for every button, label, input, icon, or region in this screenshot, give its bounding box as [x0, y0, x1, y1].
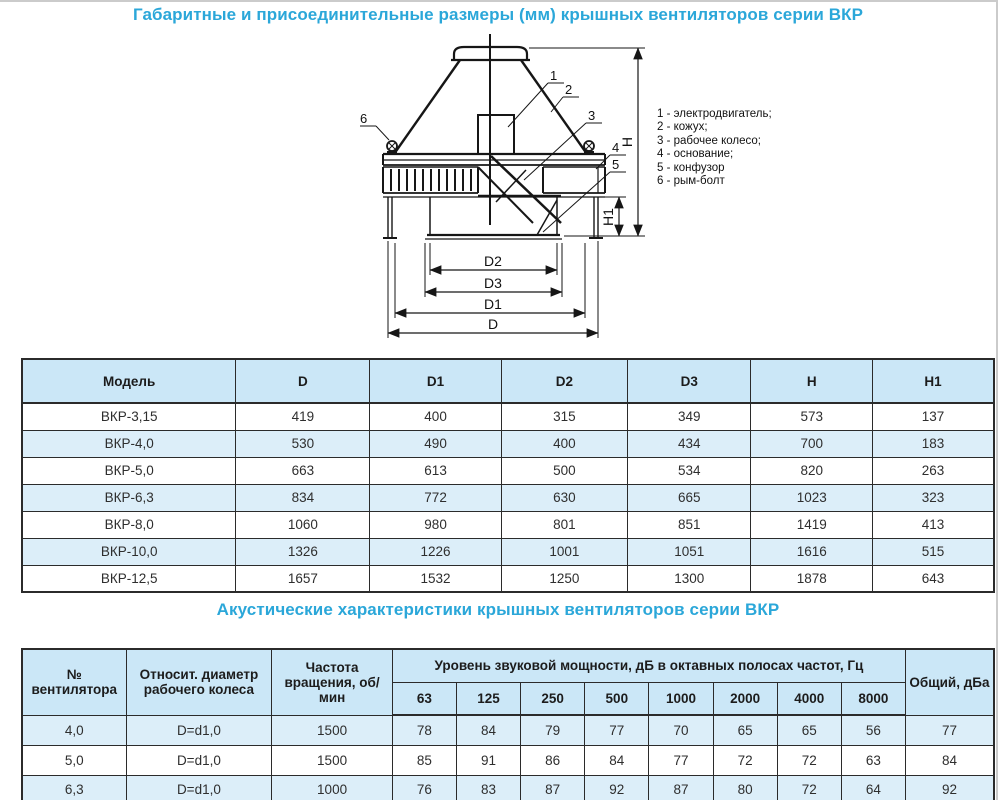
diagram-legend [657, 108, 772, 188]
legend-item: 3 - рабочее колесо; [657, 134, 761, 147]
table-cell: 56 [841, 715, 905, 745]
table-cell: 86 [521, 745, 585, 775]
table-cell: 76 [392, 775, 456, 800]
table-row [22, 457, 994, 484]
table-cell: 87 [521, 775, 585, 800]
header-cell: Модель [22, 359, 236, 403]
table-cell: ВКР-10,0 [22, 538, 236, 565]
table-cell: 665 [628, 484, 751, 511]
legend-item: 5 - конфузор [657, 161, 725, 174]
table-cell: 1001 [501, 538, 627, 565]
table-cell: 84 [585, 745, 649, 775]
table-cell: 78 [392, 715, 456, 745]
table-row [22, 538, 994, 565]
table-cell: 1500 [272, 715, 393, 745]
eye-bolt-left [387, 141, 397, 155]
table-cell: 84 [905, 745, 994, 775]
table-cell: 400 [370, 403, 501, 430]
header-cell: H [751, 359, 873, 403]
table-cell: 534 [628, 457, 751, 484]
dimensions-table-body [22, 403, 994, 592]
callout-6: 6 [360, 111, 368, 126]
table-cell: 63 [841, 745, 905, 775]
table-cell: 77 [585, 715, 649, 745]
table-cell: 80 [713, 775, 777, 800]
header-cell: D3 [628, 359, 751, 403]
callout-3: 3 [588, 108, 596, 123]
table-cell: ВКР-5,0 [22, 457, 236, 484]
table-cell: 77 [905, 715, 994, 745]
table-cell: 630 [501, 484, 627, 511]
header-cell: 125 [456, 682, 520, 715]
table-row [22, 430, 994, 457]
table-cell: 92 [905, 775, 994, 800]
table-cell: 530 [236, 430, 370, 457]
table-cell: 72 [777, 775, 841, 800]
table-cell: 1878 [751, 565, 873, 592]
table-cell: 64 [841, 775, 905, 800]
table-cell: 500 [501, 457, 627, 484]
table-cell: 72 [713, 745, 777, 775]
dim-label-h1: H1 [600, 208, 616, 226]
table-cell: 1326 [236, 538, 370, 565]
table-cell: 79 [521, 715, 585, 745]
table-cell: 700 [751, 430, 873, 457]
table-row [22, 403, 994, 430]
header-fan-number: № вентилятора [22, 649, 126, 715]
table-cell: 1000 [272, 775, 393, 800]
legend-item: 6 - рым-болт [657, 175, 725, 188]
motor-box [478, 115, 514, 154]
table-cell: 419 [236, 403, 370, 430]
header-cell: H1 [872, 359, 994, 403]
fan-technical-drawing [328, 30, 668, 352]
dim-label-d: D [487, 316, 499, 332]
table-cell: 4,0 [22, 715, 126, 745]
table-row [22, 715, 994, 745]
dim-label-d3: D3 [484, 275, 502, 291]
header-cell: 4000 [777, 682, 841, 715]
header-cell: 1000 [649, 682, 713, 715]
table-cell: ВКР-6,3 [22, 484, 236, 511]
table-cell: D=d1,0 [126, 715, 272, 745]
dim-label-h: H [619, 136, 635, 148]
table-cell: 1500 [272, 745, 393, 775]
table-cell: 1226 [370, 538, 501, 565]
header-total-dba: Общий, дБа [905, 649, 994, 715]
acoustics-table [21, 648, 995, 800]
table-cell: 77 [649, 745, 713, 775]
table-cell: 434 [628, 430, 751, 457]
table-cell: 834 [236, 484, 370, 511]
base-louvers [383, 167, 478, 193]
callout-2: 2 [565, 82, 573, 97]
header-cell: 63 [392, 682, 456, 715]
table-row [22, 745, 994, 775]
table-cell: 1419 [751, 511, 873, 538]
table-cell: 1300 [628, 565, 751, 592]
table-cell: 323 [872, 484, 994, 511]
header-cell: 250 [521, 682, 585, 715]
acoustics-table-header [22, 649, 994, 715]
table-row [22, 775, 994, 800]
table-cell: 87 [649, 775, 713, 800]
table-cell: 573 [751, 403, 873, 430]
dim-label-d1: D1 [484, 296, 502, 312]
table-cell: 515 [872, 538, 994, 565]
legend-item: 2 - кожух; [657, 121, 708, 134]
table-cell: 663 [236, 457, 370, 484]
table-cell: 1532 [370, 565, 501, 592]
table-cell: 643 [872, 565, 994, 592]
table-cell: ВКР-4,0 [22, 430, 236, 457]
callout-1: 1 [550, 68, 558, 83]
table-cell: 91 [456, 745, 520, 775]
base-right-section [543, 167, 605, 193]
table-cell: 92 [585, 775, 649, 800]
table-cell: 413 [872, 511, 994, 538]
legend-item: 1 - электродвигатель; [657, 108, 772, 120]
dimensions-table [21, 358, 995, 593]
table-cell: 801 [501, 511, 627, 538]
header-cell: 8000 [841, 682, 905, 715]
header-cell: D1 [370, 359, 501, 403]
table-cell: 5,0 [22, 745, 126, 775]
table-cell: 72 [777, 745, 841, 775]
table-row [22, 565, 994, 592]
table-cell: 65 [713, 715, 777, 745]
table-cell: ВКР-3,15 [22, 403, 236, 430]
header-sound-power: Уровень звуковой мощности, дБ в октавных полосах частот, Гц [392, 649, 905, 682]
table-cell: 183 [872, 430, 994, 457]
header-cell: D [236, 359, 370, 403]
page-title-dimensions: Габаритные и присоединительные размеры (мм) крышных вентиляторов серии ВКР [132, 5, 864, 24]
header-rotation-speed: Частота вращения, об/мин [272, 649, 393, 715]
table-cell: 400 [501, 430, 627, 457]
eye-bolt-right [584, 141, 594, 155]
callout-5: 5 [612, 157, 620, 172]
table-cell: 1657 [236, 565, 370, 592]
acoustics-table-body [22, 715, 994, 800]
header-cell: 500 [585, 682, 649, 715]
table-cell: 70 [649, 715, 713, 745]
table-cell: 980 [370, 511, 501, 538]
dim-label-d2: D2 [484, 253, 502, 269]
table-cell: 1250 [501, 565, 627, 592]
table-cell: D=d1,0 [126, 745, 272, 775]
table-cell: 349 [628, 403, 751, 430]
table-cell: 772 [370, 484, 501, 511]
support-legs [383, 197, 603, 238]
page-title-acoustics: Акустические характеристики крышных вентиляторов серии ВКР [216, 600, 780, 619]
table-row [22, 511, 994, 538]
table-cell: 85 [392, 745, 456, 775]
table-cell: 613 [370, 457, 501, 484]
table-cell: 1023 [751, 484, 873, 511]
header-cell: 2000 [713, 682, 777, 715]
table-cell: ВКР-12,5 [22, 565, 236, 592]
table-cell: 83 [456, 775, 520, 800]
table-cell: 315 [501, 403, 627, 430]
table-row [22, 484, 994, 511]
table-cell: 1051 [628, 538, 751, 565]
table-cell: 65 [777, 715, 841, 745]
header-cell: D2 [501, 359, 627, 403]
legend-item: 4 - основание; [657, 148, 734, 161]
table-cell: 1616 [751, 538, 873, 565]
table-cell: 1060 [236, 511, 370, 538]
table-cell: 6,3 [22, 775, 126, 800]
table-cell: 820 [751, 457, 873, 484]
table-cell: 263 [872, 457, 994, 484]
table-cell: ВКР-8,0 [22, 511, 236, 538]
table-cell: D=d1,0 [126, 775, 272, 800]
callout-4: 4 [612, 140, 620, 155]
table-cell: 84 [456, 715, 520, 745]
table-cell: 851 [628, 511, 751, 538]
dimensions-table-header [22, 359, 994, 403]
table-cell: 137 [872, 403, 994, 430]
header-relative-diameter: Относит. диаметр рабочего колеса [126, 649, 272, 715]
cowl-cone-left [394, 60, 460, 154]
table-cell: 490 [370, 430, 501, 457]
